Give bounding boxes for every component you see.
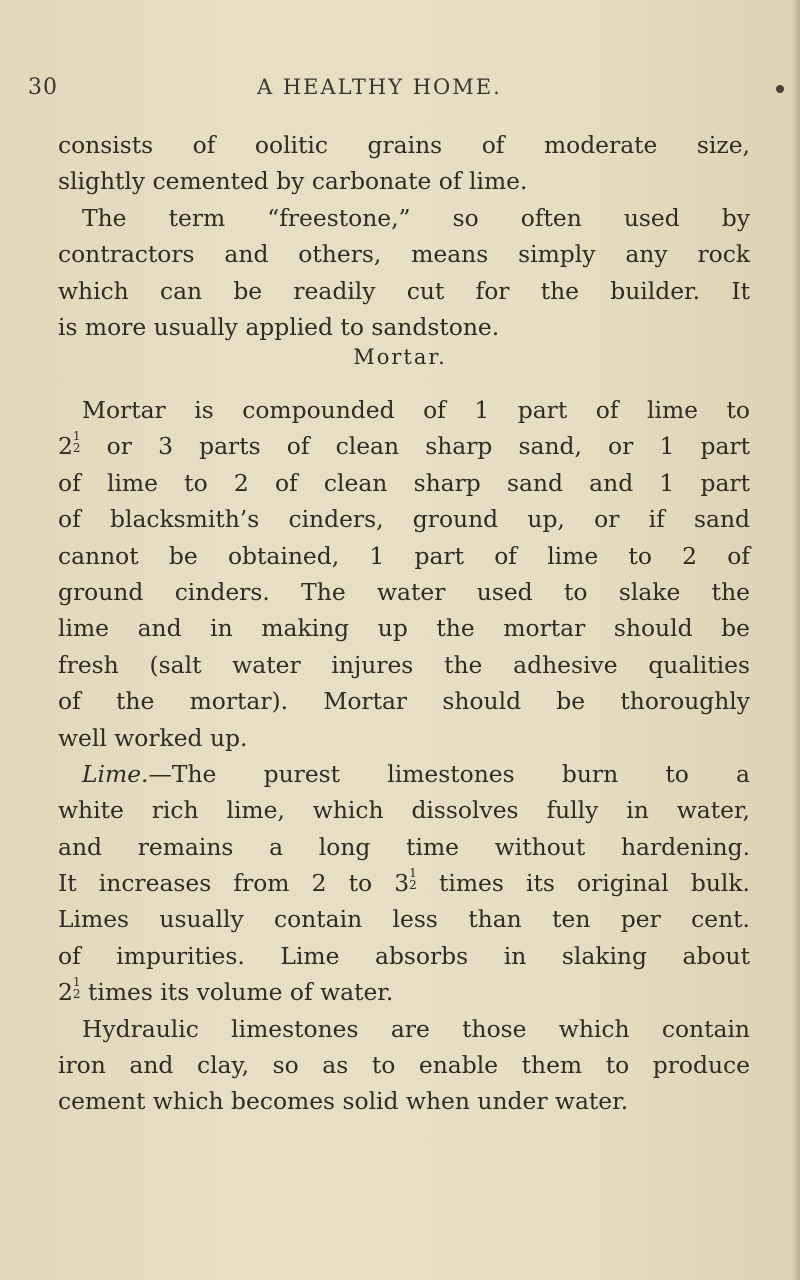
text-line (58, 974, 750, 1010)
ink-dot (776, 85, 784, 93)
page-number: 30 (28, 75, 58, 100)
text-line: which can be readily cut for the builder. It (58, 276, 750, 305)
fraction-denominator: 2 (409, 878, 417, 893)
text-line: of lime to 2 of clean sharp sand and 1 part (58, 468, 750, 497)
fraction-numerator: 1 (72, 975, 81, 990)
text-line: of the mortar). Mortar should be thoroughly (58, 687, 750, 716)
running-title: A HEALTHY HOME. (257, 75, 502, 99)
text-line: ground cinders. The water used to slake the (58, 577, 750, 606)
text-line: Mortar is compounded of 1 part of lime to (82, 396, 750, 424)
text-line (58, 428, 750, 464)
text-line: Limes usually contain less than ten per cent. (58, 905, 750, 934)
text-run: It increases from 2 to 3 (58, 869, 410, 898)
text-run: times its original bulk. (416, 869, 750, 898)
page-header (0, 75, 800, 105)
text-line: of impurities. Lime absorbs in slaking about (58, 941, 750, 970)
text-run: —The purest limestones burn to a (148, 759, 750, 788)
text-run: or 3 parts of clean sharp sand, or 1 part (80, 432, 750, 461)
text-line: lime and in making up the mortar should be (58, 614, 750, 643)
number-text: 2 (58, 432, 73, 461)
fraction-half (73, 430, 81, 454)
fraction-denominator: 2 (72, 987, 81, 1002)
text-line: The term “freestone,” so often used by (82, 203, 750, 232)
fraction-denominator: 2 (72, 441, 81, 456)
text-line: is more usually applied to sandstone. (58, 312, 500, 341)
text-line: cement which becomes solid when under water. (58, 1087, 629, 1116)
text-block-top (58, 127, 750, 345)
fraction-numerator: 1 (409, 866, 417, 881)
text-line: cannot be obtained, 1 part of lime to 2 of (58, 541, 750, 570)
fraction-numerator: 1 (72, 429, 81, 444)
text-line: white rich lime, which dissolves fully in water, (58, 796, 750, 825)
text-line: contractors and others, means simply any rock (58, 240, 750, 269)
page-spine-shadow (792, 0, 800, 1280)
number-text: 2 (58, 978, 73, 1007)
text-line: of blacksmith’s cinders, ground up, or if sand (58, 505, 750, 534)
text-line: consists of oolitic grains of moderate size, (58, 131, 750, 159)
text-block-mortar (58, 392, 750, 1120)
text-line: fresh (salt water injures the adhesive qualities (58, 650, 750, 679)
text-line: slightly cemented by carbonate of lime. (58, 167, 528, 196)
text-line: iron and clay, so as to enable them to produce (58, 1051, 750, 1080)
run-in-heading: Lime. (82, 759, 149, 788)
fraction-half (73, 976, 81, 1000)
section-heading: Mortar. (353, 345, 447, 369)
fraction-half (409, 867, 417, 891)
text-run: times its volume of water. (80, 978, 394, 1007)
text-line: well worked up. (58, 723, 248, 752)
text-line: Hydraulic limestones are those which contain (82, 1014, 750, 1043)
text-line (58, 756, 750, 792)
text-line: and remains a long time without hardening. (58, 832, 750, 861)
text-line (58, 865, 750, 901)
